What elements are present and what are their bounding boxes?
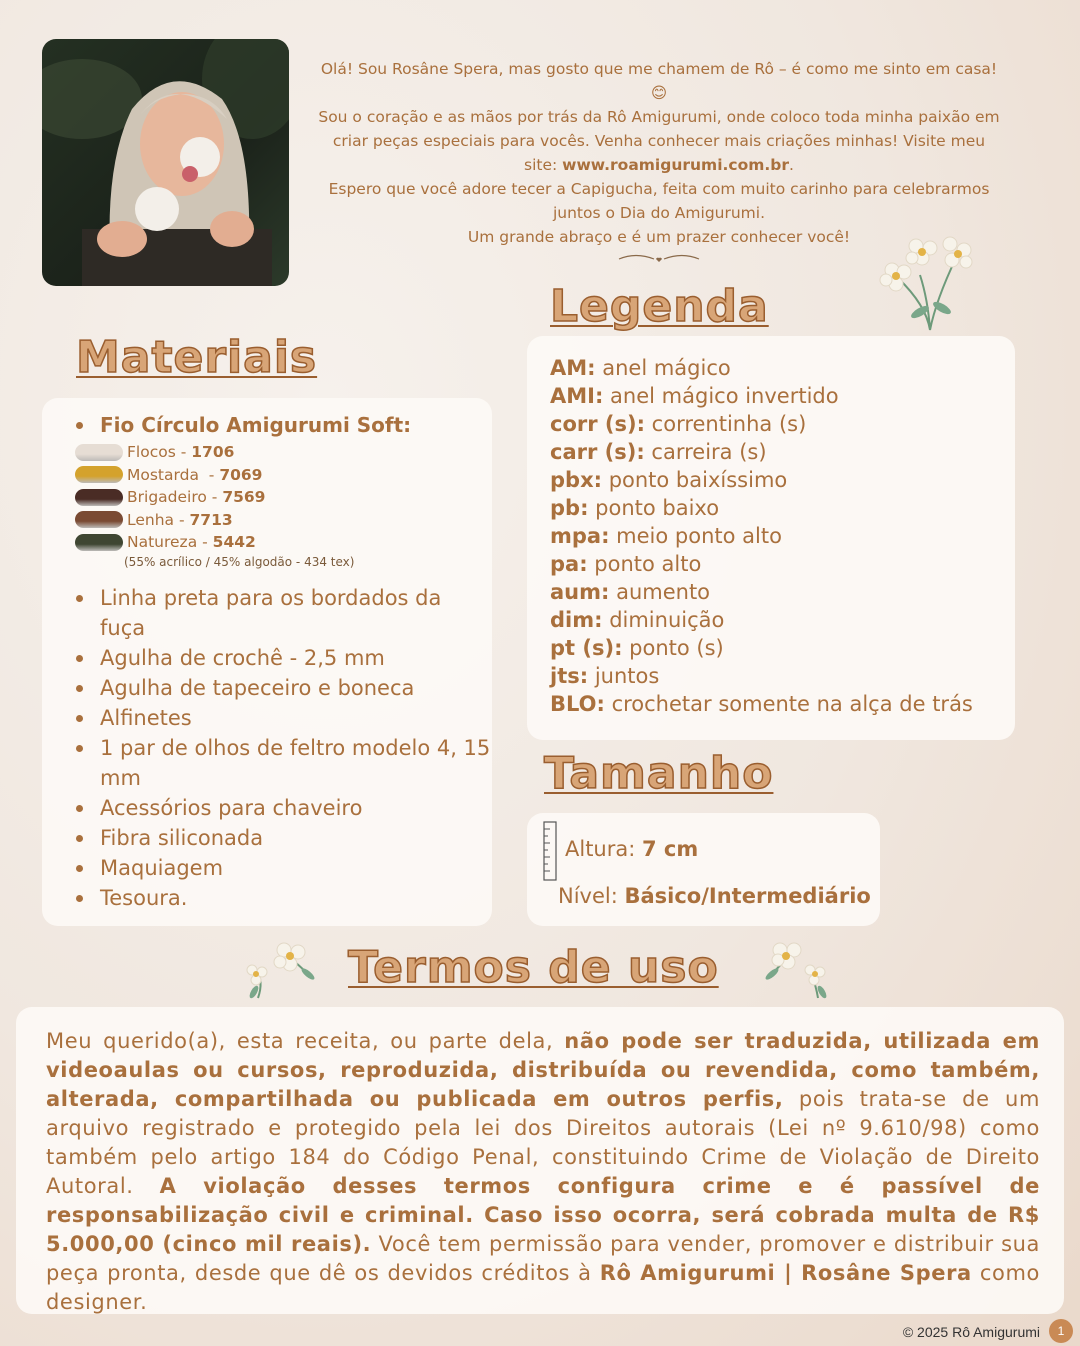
- legend-meaning: ponto (s): [622, 636, 724, 660]
- legend-entry: [550, 606, 1015, 634]
- legend-abbr: pt (s):: [550, 636, 623, 660]
- materials-title: Materiais: [76, 332, 318, 383]
- legend-entry: [550, 522, 1015, 550]
- material-items: [42, 583, 492, 913]
- size-level: [558, 884, 871, 908]
- yarn-list: [42, 441, 492, 554]
- yarn-separator: -: [175, 443, 192, 462]
- legend-entry: [550, 354, 1015, 382]
- legend-meaning: aumento: [609, 580, 711, 604]
- flower-bouquet-icon: [878, 230, 980, 338]
- height-label: Altura:: [565, 837, 642, 861]
- legend-abbr: corr (s):: [550, 412, 645, 436]
- material-item: 1 par de olhos de feltro modelo 4, 15 mm: [42, 733, 492, 793]
- yarn-heading-text: Fio Círculo Amigurumi Soft:: [100, 413, 412, 437]
- legend-abbr: BLO:: [550, 692, 605, 716]
- terms-part-4: como designer.: [46, 1261, 1040, 1314]
- legend-list: [550, 354, 1015, 718]
- legend-entry: [550, 690, 1015, 718]
- intro-line-2-text: Sou o coração e as mãos por trás da Rô Amigurumi, onde coloco toda minha paixão em criar peças especiais para vocês. Venha conhecer mais criações minhas! Visite meu site:: [318, 108, 1000, 174]
- legend-abbr: jts:: [550, 664, 589, 688]
- intro-line-2: [316, 105, 1002, 177]
- yarn-name: Flocos: [127, 443, 176, 462]
- page-number: 1: [1049, 1319, 1073, 1343]
- designer-photo: [42, 39, 289, 286]
- yarn-name: Brigadeiro: [127, 488, 207, 507]
- legend-meaning: anel mágico invertido: [603, 384, 839, 408]
- yarn-code: 7069: [219, 465, 263, 484]
- legend-meaning: anel mágico: [595, 356, 731, 380]
- ruler-icon: [543, 821, 557, 881]
- material-item: Acessórios para chaveiro: [42, 793, 492, 823]
- material-item: Linha preta para os bordados da fuça: [42, 583, 492, 643]
- yarn-row: [75, 486, 492, 509]
- yarn-row: [75, 441, 492, 464]
- intro-line-4: Um grande abraço e é um prazer conhecer você!: [467, 228, 851, 246]
- copyright-text: 2025 Rô Amigurumi: [917, 1324, 1040, 1340]
- yarn-skein-icon: [75, 466, 123, 483]
- size-title: Tamanho: [544, 748, 774, 799]
- legend-meaning: juntos: [588, 664, 660, 688]
- legend-abbr: dim:: [550, 608, 603, 632]
- yarn-separator: -: [206, 488, 223, 507]
- height-value: 7 cm: [642, 837, 699, 861]
- legend-entry: [550, 382, 1015, 410]
- material-item: Agulha de tapeceiro e boneca: [42, 673, 492, 703]
- size-card: [527, 813, 880, 926]
- intro-line-1: Olá! Sou Rosâne Spera, mas gosto que me chamem de Rô – é como me sinto em casa! 😊: [320, 60, 998, 102]
- legend-meaning: correntinha (s): [645, 412, 807, 436]
- intro-line-3: Espero que você adore tecer a Capigucha, feita com muito carinho para celebrarmos juntos o Dia do Amigurumi.: [328, 180, 990, 222]
- legend-abbr: pa:: [550, 552, 588, 576]
- legend-entry: [550, 438, 1015, 466]
- flower-left-icon: [238, 936, 318, 1002]
- yarn-skein-icon: [75, 489, 123, 506]
- yarn-separator: -: [174, 510, 190, 529]
- legend-entry: [550, 550, 1015, 578]
- material-item: Agulha de crochê - 2,5 mm: [42, 643, 492, 673]
- legend-abbr: AM:: [550, 356, 596, 380]
- legend-abbr: mpa:: [550, 524, 610, 548]
- legend-entry: [550, 662, 1015, 690]
- legend-meaning: ponto baixo: [588, 496, 720, 520]
- material-item: Fibra siliconada: [42, 823, 492, 853]
- legend-entry: [550, 466, 1015, 494]
- legend-entry: [550, 410, 1015, 438]
- terms-part-1: Meu querido(a), esta receita, ou parte dela,: [46, 1029, 565, 1053]
- terms-bold-1: não pode ser traduzida, utilizada em videoaulas ou cursos, reproduzida, distribuída ou revendida, como também, alterada, compartilhada ou publicada em outros perfis,: [46, 1029, 1040, 1111]
- site-link[interactable]: www.roamigurumi.com.br: [562, 156, 790, 174]
- legend-meaning: carreira (s): [644, 440, 767, 464]
- legend-meaning: crochetar somente na alça de trás: [604, 692, 973, 716]
- legend-card: [527, 336, 1015, 740]
- terms-bold-2: A violação desses termos configura crime e é passível de responsabilização civil e criminal. Caso isso ocorra, será cobrada multa de R$ 5.000,00 (cinco mil reais).: [46, 1174, 1040, 1256]
- yarn-row: [75, 464, 492, 487]
- copyright-icon: ©: [902, 1324, 914, 1340]
- flower-right-icon: [760, 936, 832, 1002]
- terms-card: [16, 1007, 1064, 1314]
- legend-meaning: meio ponto alto: [609, 524, 782, 548]
- materials-card: [42, 398, 492, 926]
- level-value: Básico/Intermediário: [624, 884, 871, 908]
- yarn-name: Lenha: [127, 510, 175, 529]
- size-height: [565, 837, 698, 861]
- legend-meaning: diminuição: [602, 608, 725, 632]
- legend-abbr: aum:: [550, 580, 610, 604]
- material-item: Maquiagem: [42, 853, 492, 883]
- yarn-code: 5442: [212, 533, 256, 552]
- yarn-separator: -: [198, 465, 220, 484]
- terms-bold-3: Rô Amigurumi | Rosâne Spera: [599, 1261, 972, 1285]
- level-label: Nível:: [558, 884, 625, 908]
- yarn-skein-icon: [75, 511, 123, 528]
- footer-copyright: [903, 1324, 1040, 1340]
- terms-part-2: pois trata-se de um arquivo registrado e protegido pela lei dos Direitos autorais (Lei nº 9.610/98) como também pelo artigo 184 do Código Penal, constituindo Crime de Violação de Direito Autoral.: [46, 1087, 1041, 1198]
- yarn-row: [75, 509, 492, 532]
- yarn-name: Mostarda: [127, 465, 199, 484]
- legend-abbr: AMI:: [550, 384, 604, 408]
- ornament-divider-icon: [614, 252, 704, 266]
- legend-title: Legenda: [550, 281, 769, 332]
- yarn-note: (55% acrílico / 45% algodão - 434 tex): [124, 554, 355, 569]
- yarn-code: 7713: [189, 510, 233, 529]
- yarn-row: [75, 531, 492, 554]
- yarn-name: Natureza: [127, 533, 198, 552]
- legend-meaning: ponto baixíssimo: [602, 468, 788, 492]
- yarn-skein-icon: [75, 534, 123, 551]
- yarn-separator: -: [197, 533, 213, 552]
- legend-meaning: ponto alto: [587, 552, 702, 576]
- yarn-code: 7569: [222, 488, 266, 507]
- yarn-skein-icon: [75, 444, 123, 461]
- legend-entry: [550, 578, 1015, 606]
- material-item: Alfinetes: [42, 703, 492, 733]
- legend-abbr: pb:: [550, 496, 589, 520]
- legend-entry: [550, 494, 1015, 522]
- terms-title: Termos de uso: [348, 942, 719, 993]
- material-item: Tesoura.: [42, 883, 492, 913]
- legend-entry: [550, 634, 1015, 662]
- terms-part-3: Você tem permissão para vender, promover e distribuir sua peça pronta, desde que dê os devidos créditos à: [46, 1232, 1040, 1285]
- legend-abbr: carr (s):: [550, 440, 645, 464]
- intro-line-2-end: .: [789, 156, 794, 174]
- terms-text: [46, 1027, 1040, 1317]
- yarn-heading: [42, 410, 492, 440]
- yarn-code: 1706: [191, 443, 235, 462]
- legend-abbr: pbx:: [550, 468, 603, 492]
